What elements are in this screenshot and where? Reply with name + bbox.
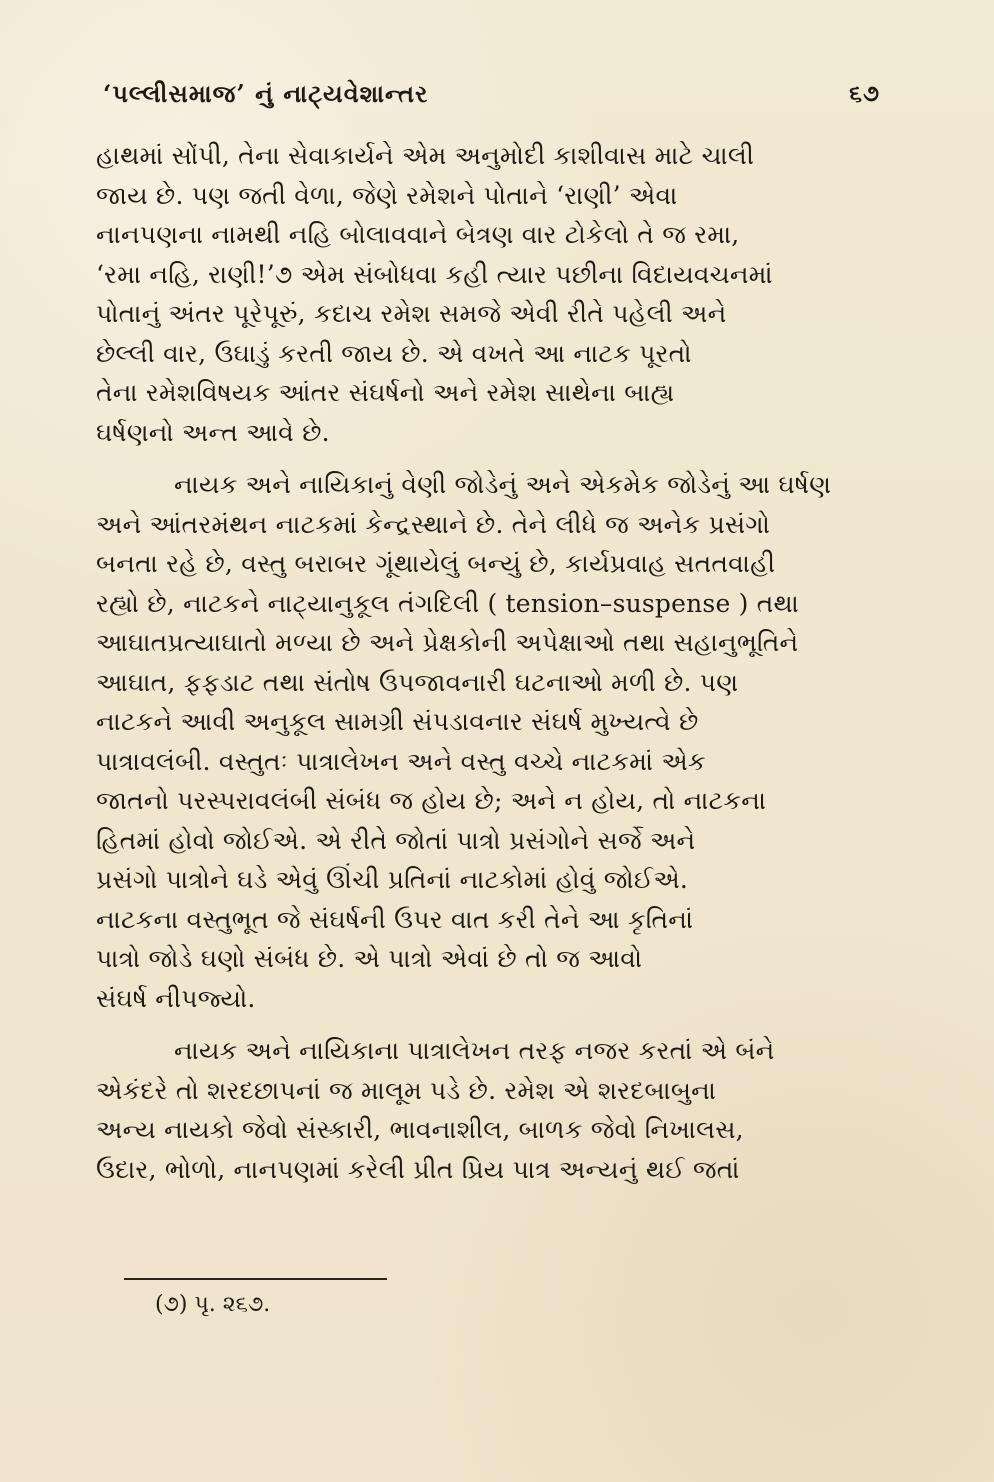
paragraph	[96, 465, 860, 1018]
text-line: રહ્યો છે, નાટકને નાટ્યાનુકૂલ તંગદિલી ( tension–suspense ) તથા	[96, 588, 799, 618]
text-line: પાત્રાવલંબી. વસ્તુતઃ પાત્રાલેખન અને વસ્તુ વચ્ચે નાટકમાં એક	[96, 746, 706, 776]
text-line: જાતનો પરસ્પરાવલંબી સંબંધ જ હોય છે; અને ન હોય, તો નાટકના	[96, 786, 767, 815]
text-line: નાટકને આવી અનુકૂલ સામગ્રી સંપડાવનાર સંઘર્ષ મુખ્યત્વે છે	[96, 707, 699, 736]
text-line: આઘાતપ્રત્યાઘાતો મળ્યા છે અને પ્રેક્ષકોની અપેક્ષાઓ તથા સહાનુભૂતિને	[96, 628, 799, 657]
page-header	[103, 76, 880, 110]
text-line: નાટકના વસ્તુભૂત જે સંઘર્ષની ઉપર વાત કરી તેને આ કૃતિનાં	[96, 904, 694, 934]
text-line: અન્ય નાયકો જેવો સંસ્કારી, ભાવનાશીલ, બાળક જેવો નિખાલસ,	[96, 1115, 744, 1144]
text-line: ઉદાર, ભોળો, નાનપણમાં કરેલી પ્રીત પ્રિય પાત્ર અન્યનું થઈ જતાં	[96, 1154, 740, 1184]
text-line: બનતા રહે છે, વસ્તુ બરાબર ગૂંથાયેલું બન્યું છે, કાર્યપ્રવાહ સતતવાહી	[96, 549, 776, 578]
text-line: પાત્રો જોડે ઘણો સંબંધ છે. એ પાત્રો એવાં છે તો જ આવો	[96, 944, 643, 973]
page-number: ૬૭	[849, 79, 880, 107]
text-line: પોતાનું અંતર પૂરેપૂરું, કદાચ રમેશ સમજે એવી રીતે પહેલી અને	[96, 299, 727, 328]
paragraph	[96, 1031, 860, 1189]
text-line: નાનપણના નામથી નહિ બોલાવવાને બેત્રણ વાર ટોકેલો તે જ રમા,	[96, 220, 740, 249]
text-line: સંઘર્ષ નીપજ્યો.	[96, 983, 256, 1013]
text-line: હિતમાં હોવો જોઈએ. એ રીતે જોતાં પાત્રો પ્રસંગોને સર્જે અને	[96, 825, 696, 855]
text-line: હાથમાં સોંપી, તેના સેવાકાર્યને એમ અનુમોદી કાશીવાસ માટે ચાલી	[96, 141, 755, 170]
text-line: પ્રસંગો પાત્રોને ઘડે એવું ઊંચી પ્રતિનાં નાટકોમાં હોવું જોઈએ.	[96, 865, 689, 894]
text-line: છેલ્લી વાર, ઉઘાડું કરતી જાય છે. એ વખતે આ નાટક પૂરતો	[96, 338, 692, 368]
text-line: એકંદરે તો શરદછાપનાં જ માલૂમ પડે છે. રમેશ એ શરદબાબુના	[96, 1075, 717, 1105]
text-line: નાયક અને નાયિકાના પાત્રાલેખન તરફ નજર કરતાં એ બંને	[174, 1036, 775, 1065]
text-line: આઘાત, ફફડાટ તથા સંતોષ ઉપજાવનારી ઘટનાઓ મળી છે. પણ	[96, 667, 739, 697]
text-line: નાયક અને નાયિકાનું વેણી જોડેનું અને એકમેક જોડેનું આ ઘર્ષણ	[174, 470, 832, 499]
text-line: અને આંતરમંથન નાટકમાં કેન્દ્રસ્થાને છે. તેને લીધે જ અનેક પ્રસંગો	[96, 509, 771, 539]
text-line: તેના રમેશવિષયક આંતર સંઘર્ષનો અને રમેશ સાથેના બાહ્ય	[96, 378, 675, 407]
text-line: ઘર્ષણનો અન્ત આવે છે.	[96, 417, 330, 447]
text-line: જાય છે. પણ જતી વેળા, જેણે રમેશને પોતાને ‘રાણી’ એવા	[96, 180, 678, 210]
text-line: ‘રમા નહિ, રાણી!’૭ એમ સંબોધવા કહી ત્યાર પછીના વિદાયવચનમાં	[96, 259, 773, 289]
paragraph	[96, 136, 860, 452]
running-title: ‘પલ્લીસમાજ’ નું નાટ્યવેશાન્તર	[103, 78, 429, 108]
main-text	[96, 136, 860, 1189]
footnote-divider	[124, 1278, 387, 1280]
footnote: (૭) પૃ. ૨૬૭.	[155, 1292, 271, 1317]
